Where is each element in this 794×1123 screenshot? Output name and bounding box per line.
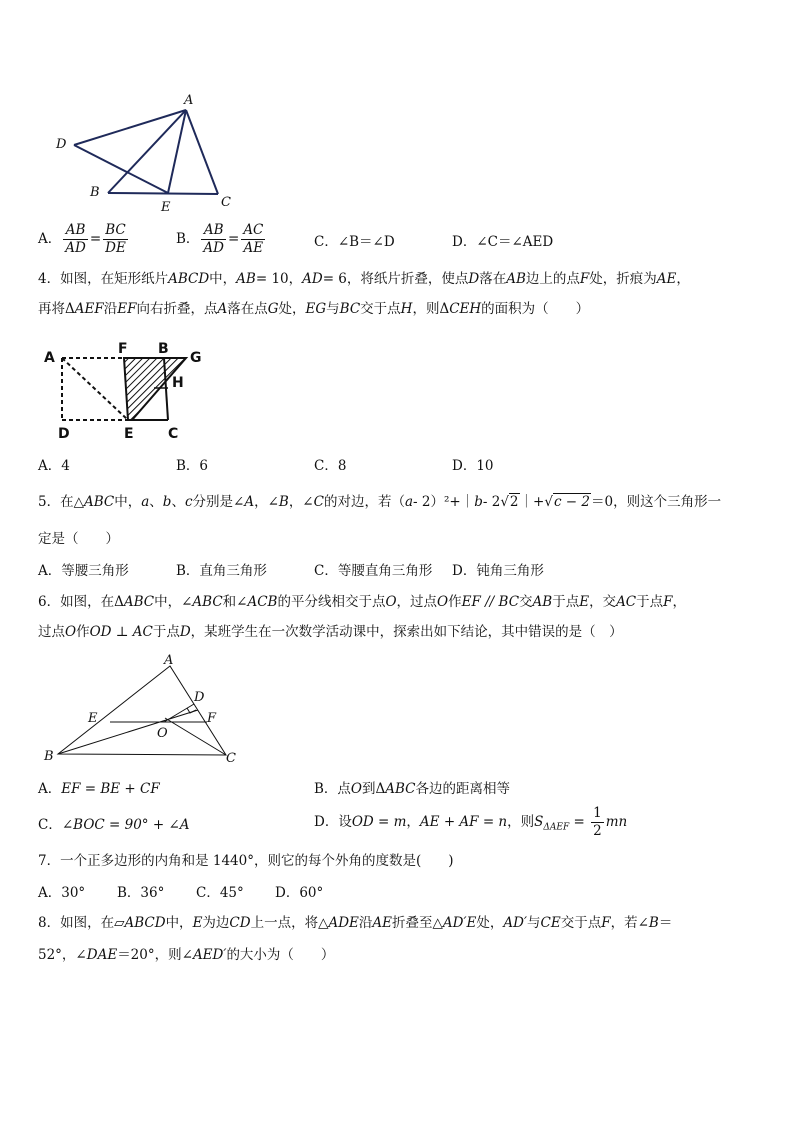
text-fragment: 处， <box>278 301 306 317</box>
q6-option-b[interactable] <box>314 779 510 799</box>
text-fragment: OD = m <box>351 814 407 830</box>
q6-option-c[interactable] <box>38 815 190 835</box>
text-fragment: 过点 <box>38 624 65 640</box>
text-fragment: 52°，∠ <box>38 947 87 963</box>
text-fragment: 到Δ <box>362 781 386 797</box>
text-fragment: mn <box>605 814 628 830</box>
q8-stem-line1 <box>38 913 672 933</box>
text-fragment: ADE <box>328 915 359 931</box>
text-fragment: BC <box>103 222 128 240</box>
figure-triangle-ade <box>50 88 250 213</box>
text-fragment: 的对边，若（ <box>323 494 405 510</box>
q5-option-c[interactable]: C．等腰直角三角形 <box>314 563 433 579</box>
text-fragment: a <box>404 494 414 510</box>
label-a: A <box>44 350 55 366</box>
text-fragment: CE <box>540 915 561 931</box>
q4-option-b[interactable]: B．6 <box>176 458 209 474</box>
text-fragment: 于点 <box>552 594 580 610</box>
text-fragment: AEF <box>74 301 104 317</box>
text-fragment: A <box>244 494 255 510</box>
label-d: D <box>194 690 205 705</box>
q4-option-c[interactable]: C．8 <box>314 458 347 474</box>
label-c: C <box>226 751 236 766</box>
text-fragment: E <box>579 594 590 610</box>
text-fragment: OD ⊥ AC <box>89 624 153 640</box>
text-fragment: B．点 <box>314 781 351 797</box>
text-fragment: 的面积为（ ） <box>481 301 590 317</box>
right-angle-mark <box>187 708 196 713</box>
text-fragment: 5．在△ <box>38 494 84 510</box>
text-fragment <box>103 222 128 257</box>
label-f: F <box>118 341 128 357</box>
text-fragment: - 2）²+｜ <box>413 494 475 510</box>
segment-bc <box>108 193 218 194</box>
label-c: C <box>168 426 179 442</box>
text-fragment: D <box>468 271 480 287</box>
text-fragment <box>241 222 265 257</box>
text-fragment: AED′ <box>192 947 227 963</box>
text-fragment: - 2 <box>482 494 501 510</box>
text-fragment: O <box>350 781 362 797</box>
text-fragment: 沿 <box>358 915 373 931</box>
text-fragment: 折叠至△ <box>392 915 443 931</box>
bisector-b <box>58 710 198 754</box>
text-fragment: c <box>184 494 193 510</box>
text-fragment: O <box>65 624 77 640</box>
text-fragment: 于点 <box>152 624 180 640</box>
text-fragment: 中， <box>165 915 193 931</box>
q3-option-d[interactable]: D．∠C＝∠AED <box>452 234 554 250</box>
text-fragment: E <box>192 915 203 931</box>
q5-option-b[interactable]: B．直角三角形 <box>176 563 267 579</box>
text-fragment: ｜+ <box>519 494 545 510</box>
text-fragment: 边上的点 <box>525 271 580 287</box>
text-fragment: 和∠ <box>222 594 248 610</box>
q8-stem-line2 <box>38 945 334 965</box>
text-fragment: ACB <box>247 594 278 610</box>
text-fragment: ABC <box>83 494 115 510</box>
text-fragment: 、 <box>171 494 185 510</box>
text-fragment: = <box>89 231 102 247</box>
sqrt-symbol: √ <box>500 494 509 510</box>
text-fragment: D．设 <box>314 814 352 830</box>
text-fragment: 中， <box>209 271 237 287</box>
text-fragment: 的平分线相交于点 <box>277 594 386 610</box>
q6-option-d[interactable] <box>314 805 627 840</box>
text-fragment: 2 <box>593 823 602 839</box>
label-d: D <box>58 426 70 442</box>
text-fragment: EF // BC <box>461 594 520 610</box>
q3-option-b[interactable] <box>176 222 267 257</box>
text-fragment: 各边的距离相等 <box>415 781 510 797</box>
figure-triangle-abc-bisectors <box>40 652 250 768</box>
label-g: G <box>190 350 202 366</box>
text-fragment: AD <box>302 271 323 287</box>
text-fragment: 中，∠ <box>154 594 193 610</box>
text-fragment: ， <box>406 814 420 830</box>
segment-de <box>74 145 168 193</box>
text-fragment: 落在点 <box>227 301 268 317</box>
text-fragment: C． <box>38 817 62 833</box>
figure-folded-rectangle <box>40 340 220 445</box>
text-fragment: G <box>267 301 279 317</box>
text-fragment: AD <box>65 240 86 256</box>
text-fragment: BC <box>339 301 361 317</box>
segment-ac <box>186 110 218 194</box>
text-fragment: ABCD <box>124 915 166 931</box>
text-fragment: B <box>648 915 659 931</box>
text-fragment: ，若∠ <box>610 915 649 931</box>
text-fragment: 分别是∠ <box>192 494 245 510</box>
text-fragment: O <box>437 594 449 610</box>
text-fragment: O <box>385 594 397 610</box>
text-fragment: 交 <box>519 594 533 610</box>
q4-option-a[interactable]: A．4 <box>38 458 70 474</box>
text-fragment: 1 <box>593 805 602 821</box>
text-fragment: 作 <box>448 594 462 610</box>
text-fragment <box>591 805 604 840</box>
text-fragment: DAE <box>86 947 118 963</box>
label-b: B <box>90 185 100 200</box>
q7-option-c[interactable]: C．45° <box>196 885 244 901</box>
text-fragment: F <box>663 594 673 610</box>
text-fragment: ＝0，则这个三角形一 <box>590 494 722 510</box>
text-fragment: B <box>278 494 289 510</box>
text-fragment: 交于点 <box>560 915 602 931</box>
text-fragment: H <box>400 301 413 317</box>
text-fragment: AE <box>372 915 393 931</box>
text-fragment: ，则 <box>507 814 535 830</box>
label-a: A <box>164 653 174 668</box>
text-fragment: ， <box>672 594 687 610</box>
label-e: E <box>88 711 98 726</box>
text-fragment: ，∠ <box>254 494 279 510</box>
q6-stem-line2 <box>38 622 623 642</box>
text-fragment: AE + AF = n <box>419 814 508 830</box>
text-fragment: = 10， <box>255 271 303 287</box>
q7-stem: 7．一个正多边形的内角和是 1440°，则它的每个外角的度数是( ) <box>38 853 454 869</box>
label-f: F <box>207 711 217 726</box>
q4-option-d[interactable]: D．10 <box>452 458 494 474</box>
text-fragment: A． <box>38 781 62 797</box>
text-fragment: ABC <box>385 781 416 797</box>
text-fragment: CD <box>229 915 251 931</box>
text-fragment: A <box>217 301 228 317</box>
text-fragment: 再将Δ <box>38 301 75 317</box>
text-fragment: DE <box>105 240 126 256</box>
text-fragment: 中， <box>114 494 142 510</box>
text-fragment: ， <box>676 271 690 287</box>
text-fragment <box>63 222 88 257</box>
text-fragment: 8．如图，在▱ <box>38 915 125 931</box>
text-fragment: F <box>601 915 611 931</box>
text-fragment: ΔAEF <box>543 822 570 833</box>
label-d: D <box>56 137 67 152</box>
triangle-abc <box>58 666 226 755</box>
bisector-c <box>165 718 226 755</box>
q3-option-c[interactable]: C．∠B＝∠D <box>314 234 395 250</box>
text-fragment: ∠BOC = 90° + ∠A <box>61 817 190 833</box>
text-fragment: 于点 <box>636 594 664 610</box>
text-fragment: AB <box>201 222 226 240</box>
text-fragment: 4．如图，在矩形纸片 <box>38 271 169 287</box>
text-fragment: ，某班学生在一次数学活动课中，探索出如下结论，其中错误的是（ ） <box>190 624 623 640</box>
q5-option-a[interactable]: A．等腰三角形 <box>38 563 129 579</box>
text-fragment: EF = BE + CF <box>61 781 160 797</box>
q4-stem-line2 <box>38 299 589 319</box>
label-c: C <box>221 195 231 210</box>
q7-option-b[interactable]: B．36° <box>117 885 165 901</box>
text-fragment: = <box>569 814 590 830</box>
text-fragment: AD <box>203 240 224 256</box>
text-fragment: 处，折痕为 <box>589 271 657 287</box>
text-fragment: 的大小为（ ） <box>226 947 335 963</box>
sqrt-symbol: √ <box>544 494 553 510</box>
text-fragment: 为边 <box>202 915 230 931</box>
text-fragment: S <box>534 814 544 830</box>
text-fragment: CEH <box>449 301 482 317</box>
text-fragment: AB <box>532 594 553 610</box>
text-fragment: C <box>313 494 324 510</box>
text-fragment: ABC <box>123 594 155 610</box>
label-b: B <box>158 341 169 357</box>
label-e: E <box>124 426 134 442</box>
text-fragment: 沿 <box>103 301 118 317</box>
text-fragment: 、 <box>149 494 163 510</box>
label-a: A <box>184 93 194 108</box>
dashed-ae <box>62 358 128 420</box>
text-fragment: 向右折叠，点 <box>136 301 218 317</box>
text-fragment: 处， <box>476 915 504 931</box>
q7-option-a[interactable]: A．30° <box>38 885 86 901</box>
text-fragment <box>201 222 226 257</box>
text-fragment: c − 2 <box>553 494 590 510</box>
text-fragment: EF <box>117 301 137 317</box>
text-fragment: = <box>228 231 240 247</box>
text-fragment: ，过点 <box>396 594 438 610</box>
text-fragment: AC <box>243 222 264 238</box>
text-fragment: F <box>579 271 590 287</box>
text-fragment: 上一点，将△ <box>250 915 329 931</box>
text-fragment: = 6，将纸片折叠，使点 <box>322 271 469 287</box>
text-fragment: AE <box>243 240 264 256</box>
text-fragment: ，则Δ <box>412 301 450 317</box>
text-fragment: D <box>179 624 191 640</box>
text-fragment: ABC <box>192 594 223 610</box>
label-b: B <box>44 749 54 764</box>
text-fragment: ＝ <box>658 915 673 931</box>
text-fragment: ，∠ <box>288 494 314 510</box>
q3-option-a[interactable] <box>38 222 130 257</box>
q4-stem-line1 <box>38 269 690 289</box>
text-fragment: AD′E <box>442 915 477 931</box>
text-fragment: AE <box>656 271 677 287</box>
text-fragment: 交于点 <box>360 301 401 317</box>
text-fragment: a <box>141 494 150 510</box>
q6-stem-line1 <box>38 592 686 612</box>
label-h: H <box>172 375 184 391</box>
q5-stem-line1 <box>38 492 721 512</box>
text-fragment: B． <box>176 231 200 247</box>
text-fragment: A． <box>38 231 62 247</box>
text-fragment: 与 <box>527 915 541 931</box>
q6-option-a[interactable] <box>38 779 160 799</box>
text-fragment: AB <box>236 271 256 287</box>
text-fragment: b <box>474 494 483 510</box>
label-o: O <box>157 726 168 741</box>
q5-stem-line2: 定是（ ） <box>38 531 119 547</box>
text-fragment: 2 <box>509 494 519 510</box>
text-fragment: EG <box>305 301 327 317</box>
text-fragment: 作 <box>76 624 90 640</box>
text-fragment: ，交 <box>589 594 617 610</box>
text-fragment: ABCD <box>168 271 210 287</box>
text-fragment: AB <box>63 222 88 240</box>
text-fragment: AC <box>616 594 637 610</box>
text-fragment: 与 <box>326 301 340 317</box>
text-fragment: 6．如图，在Δ <box>38 594 124 610</box>
text-fragment: b <box>162 494 172 510</box>
label-e: E <box>161 200 171 213</box>
text-fragment: AD′ <box>503 915 528 931</box>
text-fragment: ＝20°，则∠ <box>117 947 193 963</box>
q5-option-d[interactable]: D．钝角三角形 <box>452 563 544 579</box>
text-fragment: 落在 <box>479 271 507 287</box>
text-fragment: AB <box>506 271 526 287</box>
q7-option-d[interactable]: D．60° <box>275 885 324 901</box>
segment-ae <box>168 110 186 193</box>
